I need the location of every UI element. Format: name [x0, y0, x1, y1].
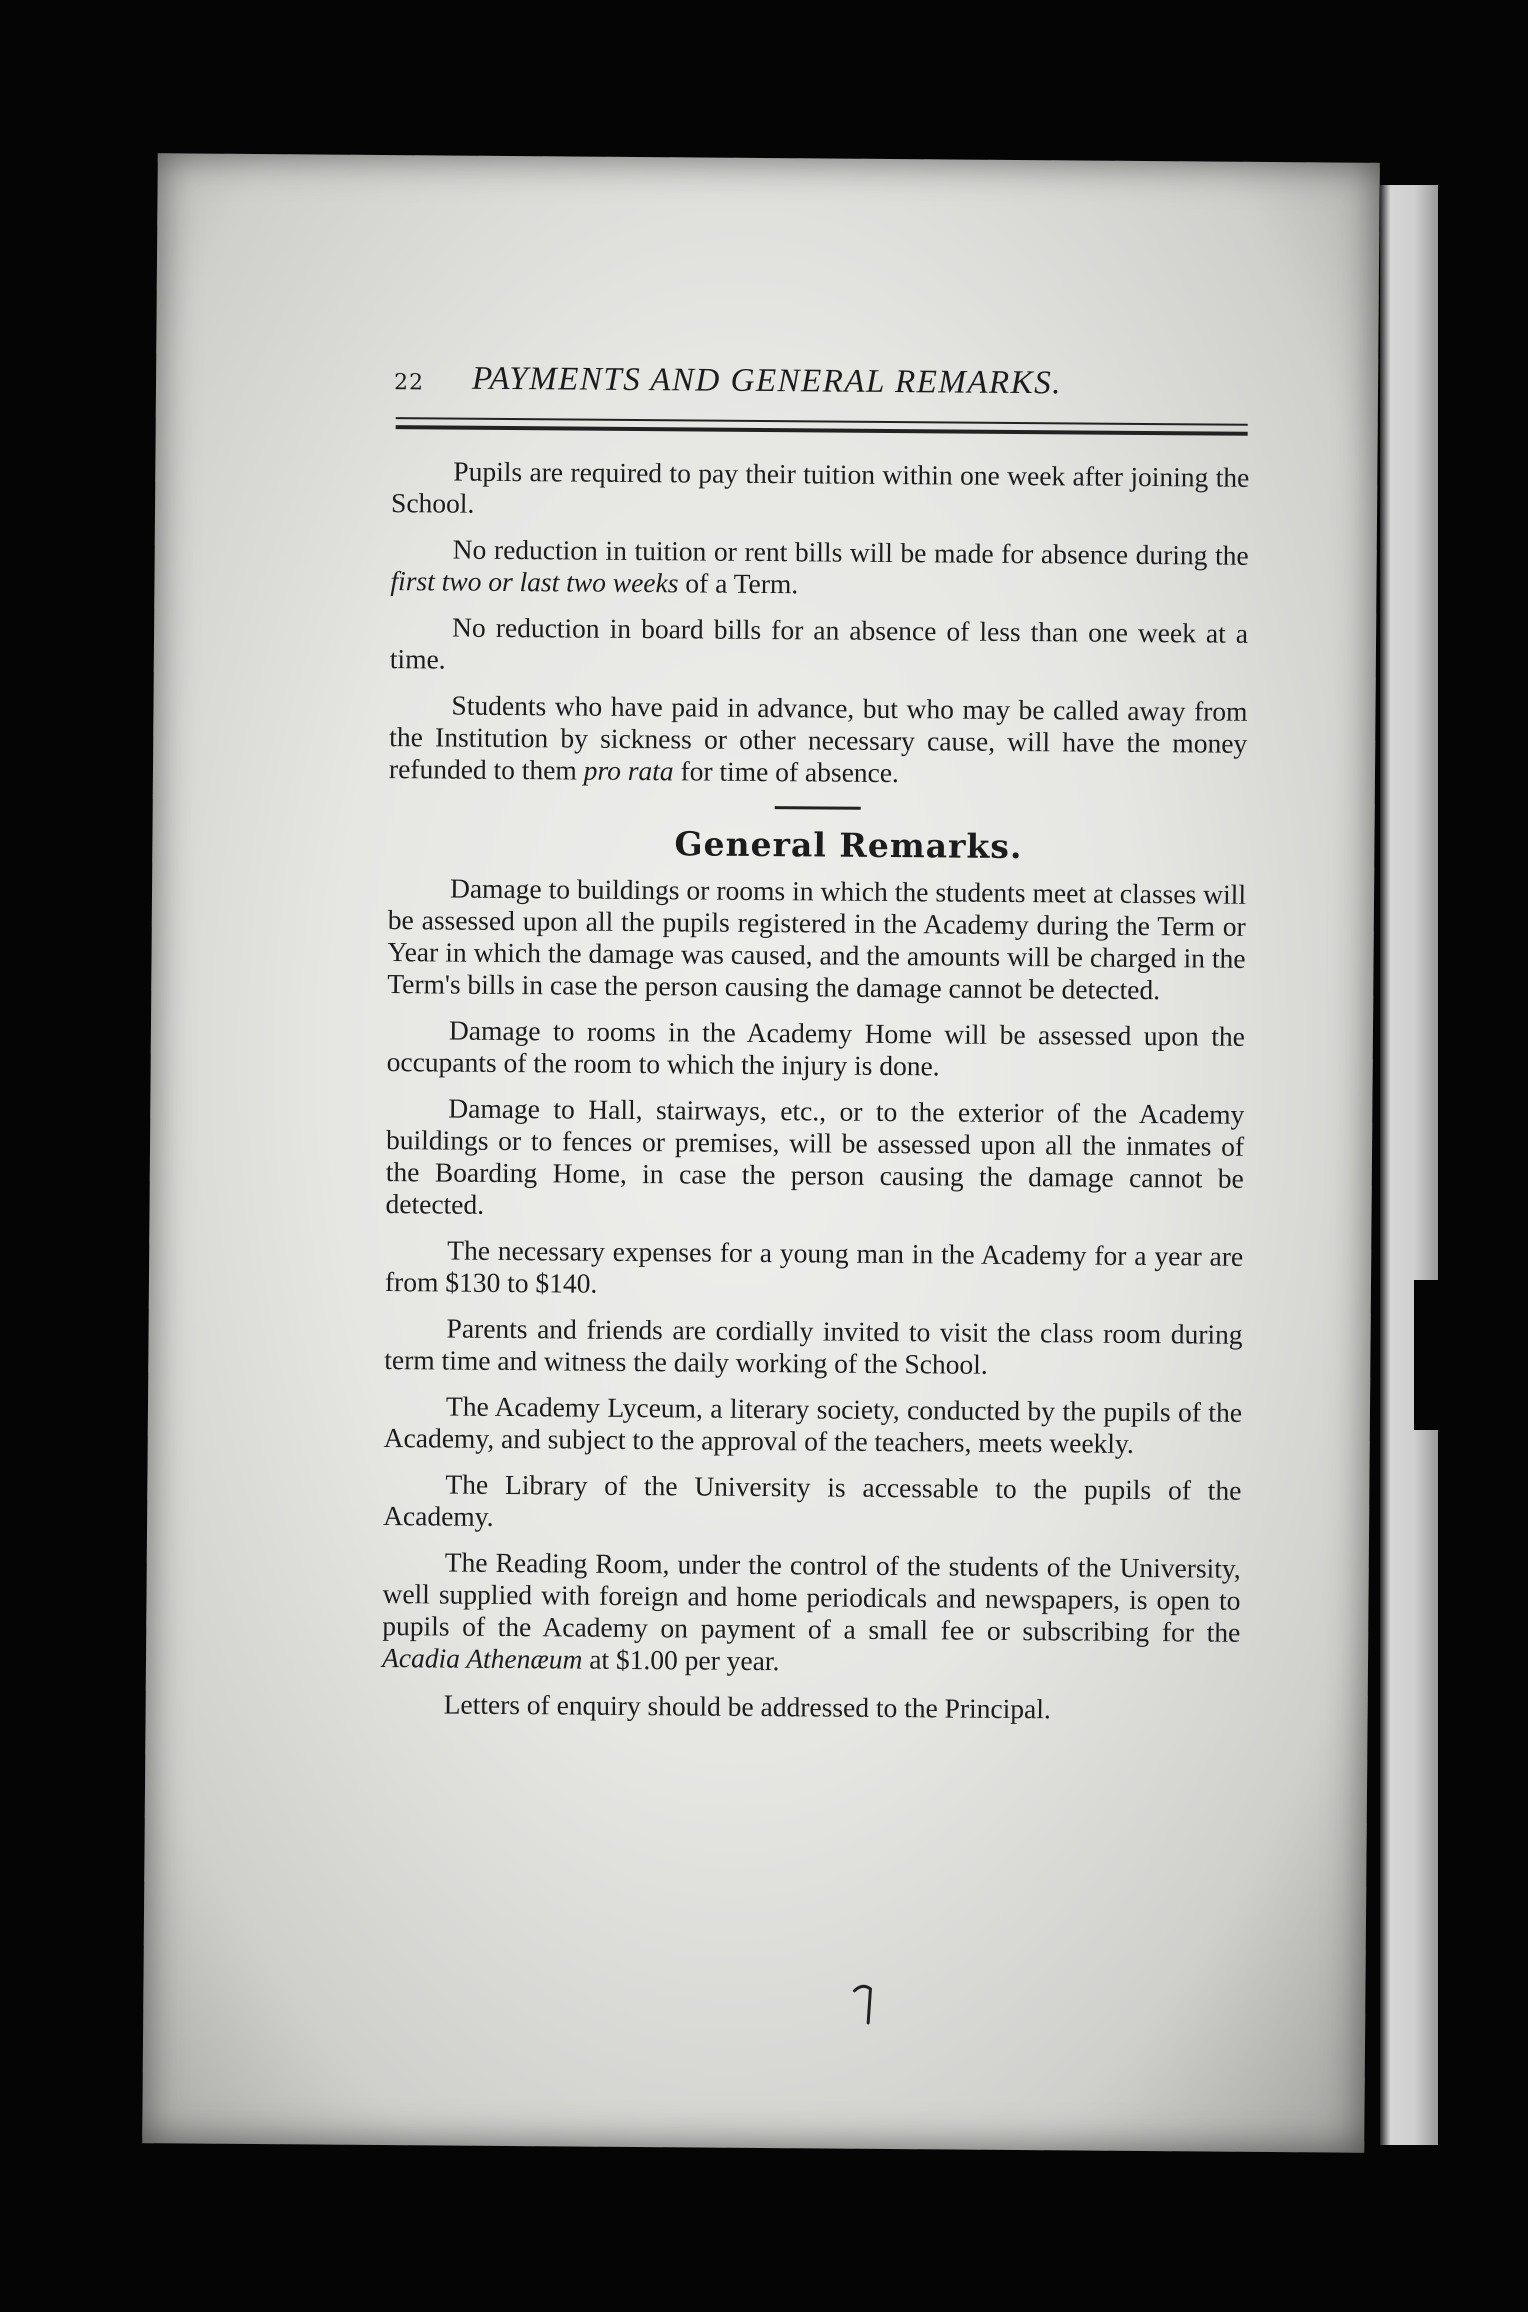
header-rule-thick	[396, 425, 1248, 436]
payment-paragraph: No reduction in board bills for an absence of less than one week at a time.	[389, 611, 1249, 675]
remark-paragraph	[382, 1546, 1241, 1681]
italic-run: Acadia Athenæum	[381, 1642, 583, 1675]
text-run: of a Term.	[678, 567, 799, 600]
text-run: No reduction in tuition or rent bills will be made for absence during the	[452, 533, 1249, 571]
remark-paragraph: Damage to Hall, stairways, etc., or to the exterior of the Academy buildings or to fences or premises, will be assessed upon all the inmates of the Boarding Home, in case the person causing the damage cannot be detected.	[385, 1092, 1245, 1220]
remark-paragraph: The Academy Lyceum, a literary society, conducted by the pupils of the Academy, and subject to the approval of the teachers, meets weekly.	[383, 1390, 1243, 1459]
book-page	[142, 153, 1380, 2153]
header-rule-thin	[396, 417, 1248, 426]
remark-paragraph: The necessary expenses for a young man in the Academy for a year are from $130 to $140.	[384, 1234, 1244, 1299]
pen-mark	[848, 1979, 888, 2029]
text-run: for time of absence.	[673, 755, 900, 789]
italic-run: first two or last two weeks	[390, 565, 679, 599]
text-run: The Reading Room, under the control of the students of the University, well supplied with foreign and home periodicals and newspapers, is open to pupils of the Academy on payment of a small fee or subscribing for the	[382, 1546, 1241, 1648]
remark-paragraph: Damage to rooms in the Academy Home will be assessed upon the occupants of the room to which the injury is done.	[386, 1014, 1246, 1082]
page-header	[394, 360, 1244, 407]
remark-paragraph: Parents and friends are cordially invited to visit the class room during term time and witness the daily working of the School.	[384, 1312, 1243, 1380]
payment-paragraph	[390, 533, 1248, 604]
remark-paragraph: Letters of enquiry should be addressed to the Principal.	[443, 1688, 1051, 1725]
page-number: 22	[393, 370, 425, 396]
page-body	[381, 455, 1249, 1741]
remark-paragraph: Damage to buildings or rooms in which the students meet at classes will be assessed upon all the pupils registered in the Academy during the Term or Year in which the damage was caused, and the amounts will be charged in the Term's bills in case the person causing the damage cannot be detected.	[387, 872, 1247, 1006]
payment-paragraph: Pupils are required to pay their tuition within one week after joining the School.	[390, 455, 1250, 519]
page-edge-notch	[1414, 1280, 1440, 1430]
running-head: PAYMENTS AND GENERAL REMARKS.	[471, 360, 1063, 402]
payment-paragraph	[389, 689, 1248, 792]
section-divider	[775, 806, 861, 810]
text-run: Students who have paid in advance, but who may be called away from the Institution by sickness or other necessary cause, will have the money refunded to them	[388, 689, 1248, 786]
remark-paragraph: The Library of the University is accessable to the pupils of the Academy.	[383, 1468, 1242, 1532]
next-page-edge	[1380, 185, 1438, 2145]
italic-run: pro rata	[583, 754, 674, 787]
text-run: at $1.00 per year.	[582, 1643, 780, 1677]
section-title: General Remarks.	[674, 824, 1023, 867]
